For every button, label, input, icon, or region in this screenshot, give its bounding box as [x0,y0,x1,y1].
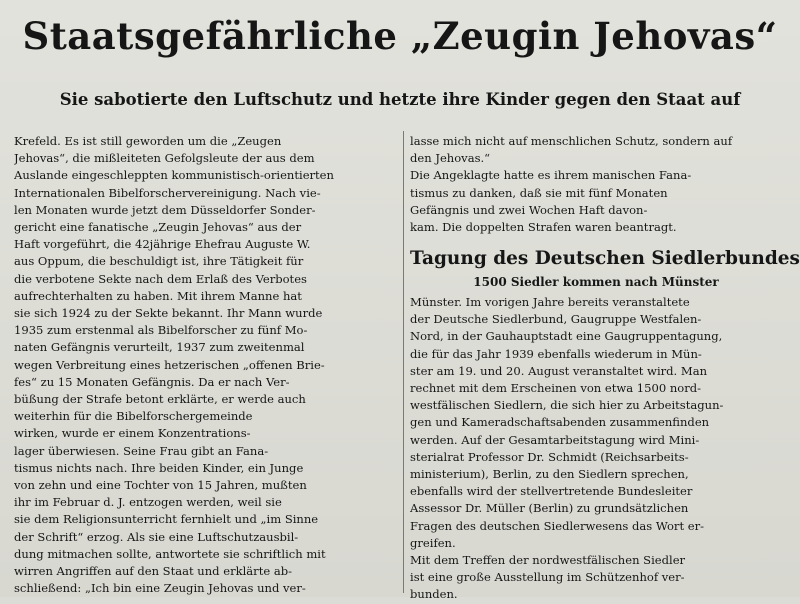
text-line: rechnet mit dem Erscheinen von etwa 1500 nord- [410,381,702,396]
text-line: bunden. [410,587,458,602]
text-line: Münster. Im vorigen Jahre bereits veranstaltete [410,295,690,309]
article-right-column [410,133,782,236]
text-line: Krefeld. Es ist still geworden um die „Zeugen [14,134,282,148]
text-line: von zehn und eine Tochter von 15 Jahren, mußten [14,478,307,493]
text-line: büßung der Strafe betont erklärte, er werde auch [14,392,306,407]
text-line: aufrechterhalten zu haben. Mit ihrem Manne hat [14,288,302,303]
text-line: den Jehovas.“ [410,151,491,166]
text-line: sie sich 1924 zu der Sekte bekannt. Ihr Mann wurde [14,306,323,321]
text-line: weiterhin für die Bibelforschergemeinde [14,409,253,424]
text-line: ihr im Februar d. J. entzogen werden, weil sie [14,495,282,510]
text-line: gericht eine fanatische „Zeugin Jehovas“ aus der [14,220,302,235]
text-line: der Deutsche Siedlerbund, Gaugruppe Westfalen- [410,312,702,327]
text-line: wegen Verbreitung eines hetzerischen „offenen Brie- [14,357,325,372]
text-line: dung mitmachen sollte, antwortete sie schriftlich mit [14,546,326,561]
text-line: Gefängnis und zwei Wochen Haft davon- [410,202,648,217]
text-line: sie dem Religionsunterricht fernhielt und „im Sinne [14,512,319,527]
text-line: Nord, in der Gauhauptstadt eine Gaugruppentagung, [410,329,723,344]
text-line: der Schrift“ erzog. Als sie eine Luftschutzausbil- [14,529,299,544]
text-line: tismus nichts nach. Ihre beiden Kinder, ein Junge [14,460,304,475]
text-line: gen und Kameradschaftsabenden zusammenfinden [410,415,710,430]
text-line: Die Angeklagte hatte es ihrem manischen Fana- [410,168,692,183]
text-line: Assessor Dr. Müller (Berlin) zu grundsätzlichen [410,501,689,516]
text-line: lasse mich nicht auf menschlichen Schutz, sondern auf [410,134,733,148]
text-line: ebenfalls wird der stellvertretende Bundesleiter [410,484,693,499]
text-line: ster am 19. und 20. August veranstaltet wird. Man [410,363,708,378]
text-line: 1935 zum erstenmal als Bibelforscher zu fünf Mo- [14,323,308,338]
text-line: greifen. [410,535,456,550]
text-line: fes“ zu 15 Monaten Gefängnis. Da er nach Ver- [14,374,290,389]
text-line: westfälischen Siedlern, die sich hier zu Arbeitstagun- [410,398,724,413]
text-line: Fragen des deutschen Siedlerwesens das Wort er- [410,518,705,533]
column-divider [403,131,404,593]
section-subtitle: 1500 Siedler kommen nach Münster [473,275,719,289]
text-line: werden. Auf der Gesamtarbeitstagung wird Mini- [410,432,700,447]
text-line: wirren Angriffen auf den Staat und erklärte ab- [14,564,293,579]
text-line: Haft vorgeführt, die 42jährige Ehefrau Auguste W. [14,237,311,252]
text-line: Internationalen Bibelforschervereinigung. Nach vie- [14,185,321,200]
text-line: die verbotene Sekte nach dem Erlaß des Verbotes [14,271,307,286]
text-line: naten Gefängnis verurteilt, 1937 zum zweitenmal [14,340,305,355]
text-line: kam. Die doppelten Strafen waren beantragt. [410,220,677,235]
text-line: lager überwiesen. Seine Frau gibt an Fana- [14,443,269,458]
text-line: Jehovas“, die mißleiteten Gefolgsleute der aus dem [14,151,315,166]
subheadline: Sie sabotierte den Luftschutz und hetzte ihre Kinder gegen den Staat auf [59,90,741,109]
text-line: sterialrat Professor Dr. Schmidt (Reichsarbeits- [410,449,689,464]
article-left-column [14,133,396,597]
text-line: Auslande eingeschleppten kommunistisch-orientierten [14,168,334,183]
text-line: len Monaten wurde jetzt dem Düsseldorfer Sonder- [14,202,316,217]
text-line: tismus zu danken, daß sie mit fünf Monaten [410,185,668,200]
text-line: aus Oppum, die beschuldigt ist, ihre Tätigkeit für [14,254,304,269]
section-title: Tagung des Deutschen Siedlerbundes [410,248,800,269]
headline: Staatsgefährliche „Zeugin Jehovas“ [22,14,778,58]
text-line: wirken, wurde er einem Konzentrations- [14,426,251,441]
text-line: ministerium), Berlin, zu den Siedlern sprechen, [410,467,689,482]
text-line: ist eine große Ausstellung im Schützenhof ver- [410,570,685,585]
section-body [410,294,782,604]
text-line: die für das Jahr 1939 ebenfalls wiederum in Mün- [410,346,702,361]
text-line: Mit dem Treffen der nordwestfälischen Siedler [410,553,686,568]
text-line: schließend: „Ich bin eine Zeugin Jehovas und ver- [14,581,306,596]
